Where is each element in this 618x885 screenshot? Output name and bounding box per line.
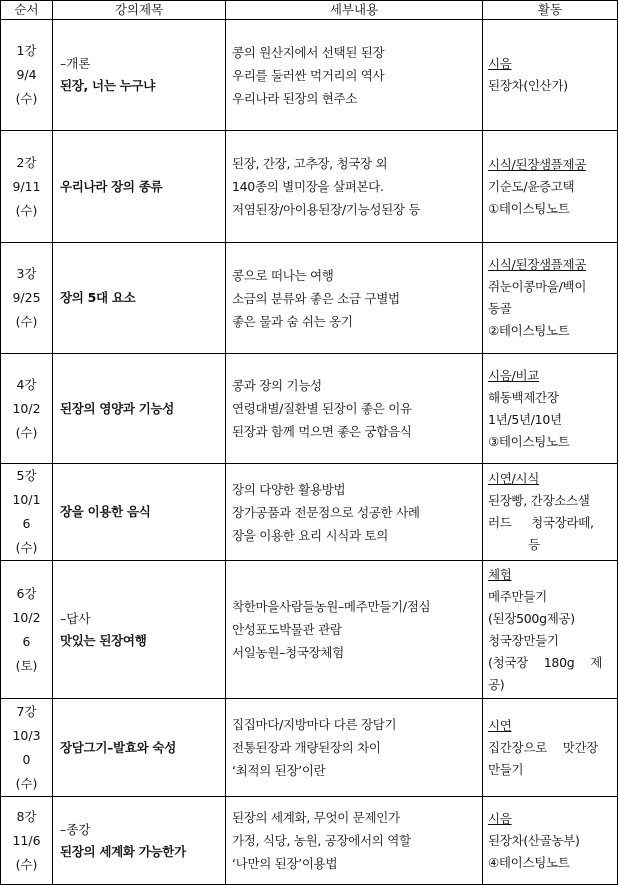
detail-line: 가정, 식당, 농원, 공장에서의 역할 <box>232 833 411 848</box>
activity-line: 1년/5년/10년 <box>488 411 562 427</box>
lecture-number-line: 10/3 <box>12 727 41 743</box>
table-row <box>1 797 618 885</box>
lecture-title: 된장, 너는 누구냐 <box>60 78 155 93</box>
lecture-detail-cell <box>226 464 483 561</box>
activity-cell <box>483 699 618 797</box>
detail-line: 콩의 원산지에서 선택된 된장 <box>232 44 385 60</box>
activity-cell <box>483 561 618 699</box>
activity-line: ①테이스팅노트 <box>488 200 570 216</box>
lecture-number-cell <box>1 464 53 561</box>
lecture-title-cell <box>53 797 226 885</box>
detail-line: 연령대별/질환별 된장이 좋은 이유 <box>232 401 412 416</box>
lecture-number-line: (수) <box>15 314 38 329</box>
detail-line: 장의 다양한 활용방법 <box>232 481 346 497</box>
lecture-title: 장의 5대 요소 <box>60 290 136 305</box>
header-no: 순서 <box>1 1 53 20</box>
lecture-detail-cell <box>226 699 483 797</box>
lecture-title-cell <box>53 561 226 699</box>
table-row <box>1 699 618 797</box>
lecture-number-cell <box>1 131 53 243</box>
lecture-title: 장담그기–발효와 숙성 <box>60 739 176 755</box>
lecture-number-line: (토) <box>15 657 38 673</box>
lecture-number-line: (수) <box>15 202 38 218</box>
detail-line: 서일농원–청국장체험 <box>232 645 344 660</box>
lecture-number-line: (수) <box>15 91 38 106</box>
activity-cell <box>483 464 618 561</box>
activity-type: 시연 <box>488 717 512 733</box>
activity-cell <box>483 797 618 885</box>
detail-line: 착한마을사람들농원–메주만들기/점심 <box>232 599 431 614</box>
lecture-title-cell <box>53 131 226 243</box>
table-row <box>1 561 618 699</box>
lecture-number-line: (수) <box>15 424 38 440</box>
detail-line: 된장, 간장, 고추장, 청국장 외 <box>232 156 388 171</box>
detail-line: 안성포도박물관 관람 <box>232 622 342 637</box>
activity-line: 된장차(산골농부) <box>488 832 580 848</box>
lecture-detail-cell <box>226 797 483 885</box>
lecture-number-line: 6 <box>22 516 31 531</box>
detail-line: 장가공품과 전문점으로 성공한 사례 <box>232 504 420 520</box>
lecture-number-line: 6강 <box>16 585 37 601</box>
detail-line: 저염된장/아이용된장/기능성된장 등 <box>232 202 421 217</box>
detail-line: ‘나만의 된장’이용법 <box>232 856 338 871</box>
activity-line: 기순도/윤증고택 <box>488 178 575 194</box>
lecture-detail-cell <box>226 20 483 131</box>
lecture-number-line: 3강 <box>16 266 37 281</box>
lecture-detail-cell <box>226 354 483 464</box>
lecture-subtitle: –종강 <box>60 821 91 837</box>
activity-line: ④테이스팅노트 <box>488 854 570 870</box>
detail-line: 전통된장과 개량된장의 차이 <box>232 740 381 755</box>
activity-line: 메주만들기 <box>488 588 547 604</box>
lecture-title-cell <box>53 699 226 797</box>
activity-line: 청국장만들기 <box>488 632 559 648</box>
lecture-number-line: 0 <box>22 751 31 767</box>
activity-line: ②테이스팅노트 <box>488 323 570 338</box>
lecture-detail-cell <box>226 561 483 699</box>
lecture-number-cell <box>1 20 53 131</box>
activity-line: 만들기 <box>488 761 524 777</box>
detail-line: 우리나라 된장의 현주소 <box>232 90 358 106</box>
activity-cell <box>483 243 618 354</box>
activity-line: 쥐눈이콩마을/백이 <box>488 279 587 294</box>
lecture-number-cell <box>1 354 53 464</box>
activity-line: 된장차(인산가) <box>488 78 568 93</box>
activity-line: 동골 <box>488 301 512 316</box>
lecture-title: 장을 이용한 음식 <box>60 504 151 519</box>
lecture-number-line: 1강 <box>16 43 37 58</box>
detail-line: ‘최적의 된장’이란 <box>232 763 326 778</box>
detail-line: 우리를 둘러싼 먹거리의 역사 <box>232 67 385 83</box>
lecture-number-line: 7강 <box>16 703 37 719</box>
lecture-title: 된장의 영양과 기능성 <box>60 400 175 416</box>
lecture-title: 맛있는 된장여행 <box>60 632 147 648</box>
lecture-subtitle: –답사 <box>60 610 91 626</box>
lecture-number-cell <box>1 243 53 354</box>
lecture-title: 우리나라 장의 종류 <box>60 178 163 194</box>
activity-line: ③테이스팅노트 <box>488 433 570 449</box>
header-activity: 활동 <box>483 1 618 20</box>
lecture-title-cell <box>53 464 226 561</box>
activity-type: 시연/시식 <box>488 471 540 486</box>
activity-line: (청국장 180g 제 <box>488 654 603 670</box>
lecture-number-line: 9/25 <box>12 290 41 305</box>
lecture-number-cell <box>1 561 53 699</box>
detail-line: 된장의 세계화, 무엇이 문제인가 <box>232 810 400 825</box>
lecture-number-line: (수) <box>15 775 38 791</box>
lecture-number-cell <box>1 797 53 885</box>
activity-type: 시음 <box>488 810 512 826</box>
activity-type: 시식/된장샘플제공 <box>488 257 587 272</box>
activity-line: 공) <box>488 676 505 692</box>
detail-line: 소금의 분류와 좋은 소금 구별법 <box>232 290 400 306</box>
lecture-number-line: (수) <box>15 856 38 872</box>
lecture-number-line: 5강 <box>16 468 37 483</box>
lecture-title-cell <box>53 243 226 354</box>
lecture-detail-cell <box>226 243 483 354</box>
lecture-number-line: 8강 <box>16 808 37 824</box>
activity-line: 집간장으로 맛간장 <box>488 739 599 755</box>
lecture-number-line: 11/6 <box>12 832 41 848</box>
lecture-number-cell <box>1 699 53 797</box>
detail-line: 장을 이용한 요리 시식과 토의 <box>232 527 388 543</box>
lecture-title: 된장의 세계화 가능한가 <box>60 843 186 859</box>
activity-cell <box>483 20 618 131</box>
table-row <box>1 464 618 561</box>
header-detail: 세부내용 <box>226 1 483 20</box>
lecture-number-line: 9/4 <box>16 67 37 82</box>
activity-line: 러드 청국장라떼, <box>488 515 594 530</box>
detail-line: 140종의 별미장을 살펴본다. <box>232 179 384 194</box>
header-title: 강의제목 <box>53 1 226 20</box>
table-row <box>1 354 618 464</box>
lecture-title-cell <box>53 20 226 131</box>
table-header-row <box>1 1 618 20</box>
activity-cell <box>483 354 618 464</box>
lecture-number-line: 6 <box>22 633 31 649</box>
lecture-subtitle: –개론 <box>60 56 91 71</box>
lecture-number-line: 10/2 <box>12 400 41 416</box>
lecture-title-cell <box>53 354 226 464</box>
activity-line: 된장빵, 간장소스샐 <box>488 493 590 508</box>
activity-type: 시음 <box>488 56 512 71</box>
activity-line: 해동백제간장 <box>488 389 559 405</box>
lecture-number-line: 9/11 <box>12 178 41 194</box>
lecture-number-line: 10/1 <box>12 492 41 507</box>
table-row <box>1 243 618 354</box>
detail-line: 콩과 장의 기능성 <box>232 378 322 393</box>
table-row <box>1 131 618 243</box>
lecture-number-line: 10/2 <box>12 609 41 625</box>
lecture-number-line: 2강 <box>16 154 37 170</box>
lecture-detail-cell <box>226 131 483 243</box>
lecture-number-line: (수) <box>15 540 38 555</box>
detail-line: 집집마다/지방마다 다른 장담기 <box>232 717 397 732</box>
detail-line: 콩으로 떠나는 여행 <box>232 267 334 283</box>
detail-line: 된장과 함께 먹으면 좋은 궁합음식 <box>232 424 412 439</box>
activity-line: 등 <box>488 537 541 552</box>
activity-cell <box>483 131 618 243</box>
activity-line: (된장500g제공) <box>488 610 575 626</box>
activity-type: 시음/비교 <box>488 367 540 383</box>
detail-line: 좋은 물과 숨 쉬는 옹기 <box>232 313 353 329</box>
table-row <box>1 20 618 131</box>
activity-type: 체험 <box>488 566 512 582</box>
lecture-number-line: 4강 <box>16 376 37 392</box>
activity-type: 시식/된장샘플제공 <box>488 156 587 172</box>
